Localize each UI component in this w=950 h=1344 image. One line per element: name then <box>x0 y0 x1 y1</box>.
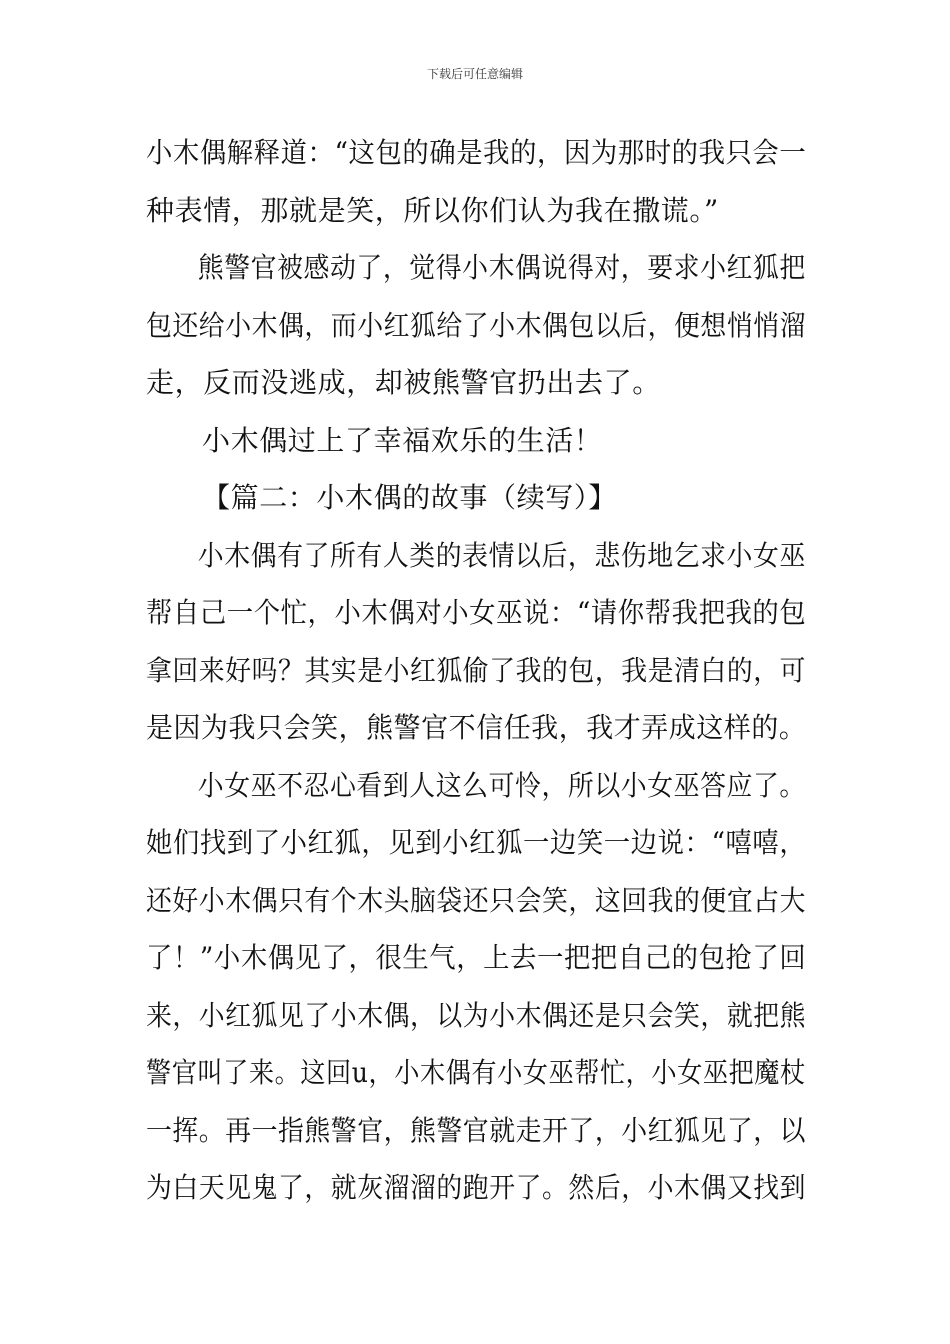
text-line: 还好小木偶只有个木头脑袋还只会笑，这回我的便宜占大 <box>146 883 807 917</box>
text-line: 是因为我只会笑，熊警官不信任我，我才弄成这样的。 <box>146 711 807 744</box>
text-line: 为白天见鬼了，就灰溜溜的跑开了。然后，小木偶又找到 <box>146 1171 807 1204</box>
page-header: 下载后可任意编辑 <box>426 67 523 81</box>
text-line: 警官叫了来。这回u，小木偶有小女巫帮忙，小女巫把魔杖 <box>146 1056 806 1089</box>
text-line: 【篇二：小木偶的故事（续写）】 <box>202 481 618 514</box>
text-line: 一挥。再一指熊警官，熊警官就走开了，小红狐见了，以 <box>146 1113 807 1147</box>
text-line: 小女巫不忍心看到人这么可怜，所以小女巫答应了。 <box>197 768 806 802</box>
text-line: 小木偶过上了幸福欢乐的生活！ <box>202 423 603 457</box>
text-line: 拿回来好吗？其实是小红狐偷了我的包，我是清白的，可 <box>146 653 807 687</box>
text-line: 了！”小木偶见了，很生气，上去一把把自己的包抢了回 <box>146 941 807 974</box>
text-line: 种表情，那就是笑，所以你们认为我在撒谎。” <box>146 193 719 227</box>
text-line: 走，反而没逃成，却被熊警官扔出去了。 <box>146 366 661 399</box>
text-line: 小木偶解释道：“这包的确是我的，因为那时的我只会一 <box>146 136 807 169</box>
text-line: 包还给小木偶，而小红狐给了小木偶包以后，便想悄悄溜 <box>146 308 807 342</box>
text-line: 熊警官被感动了，觉得小木偶说得对，要求小红狐把 <box>197 251 806 284</box>
text-line: 帮自己一个忙，小木偶对小女巫说：“请你帮我把我的包 <box>146 596 807 629</box>
text-line: 小木偶有了所有人类的表情以后，悲伤地乞求小女巫 <box>197 538 806 572</box>
body-text <box>146 124 806 1217</box>
text-line: 她们找到了小红狐，见到小红狐一边笑一边说：“嘻嘻， <box>146 826 807 859</box>
text-line: 来，小红狐见了小木偶，以为小木偶还是只会笑，就把熊 <box>146 998 807 1032</box>
